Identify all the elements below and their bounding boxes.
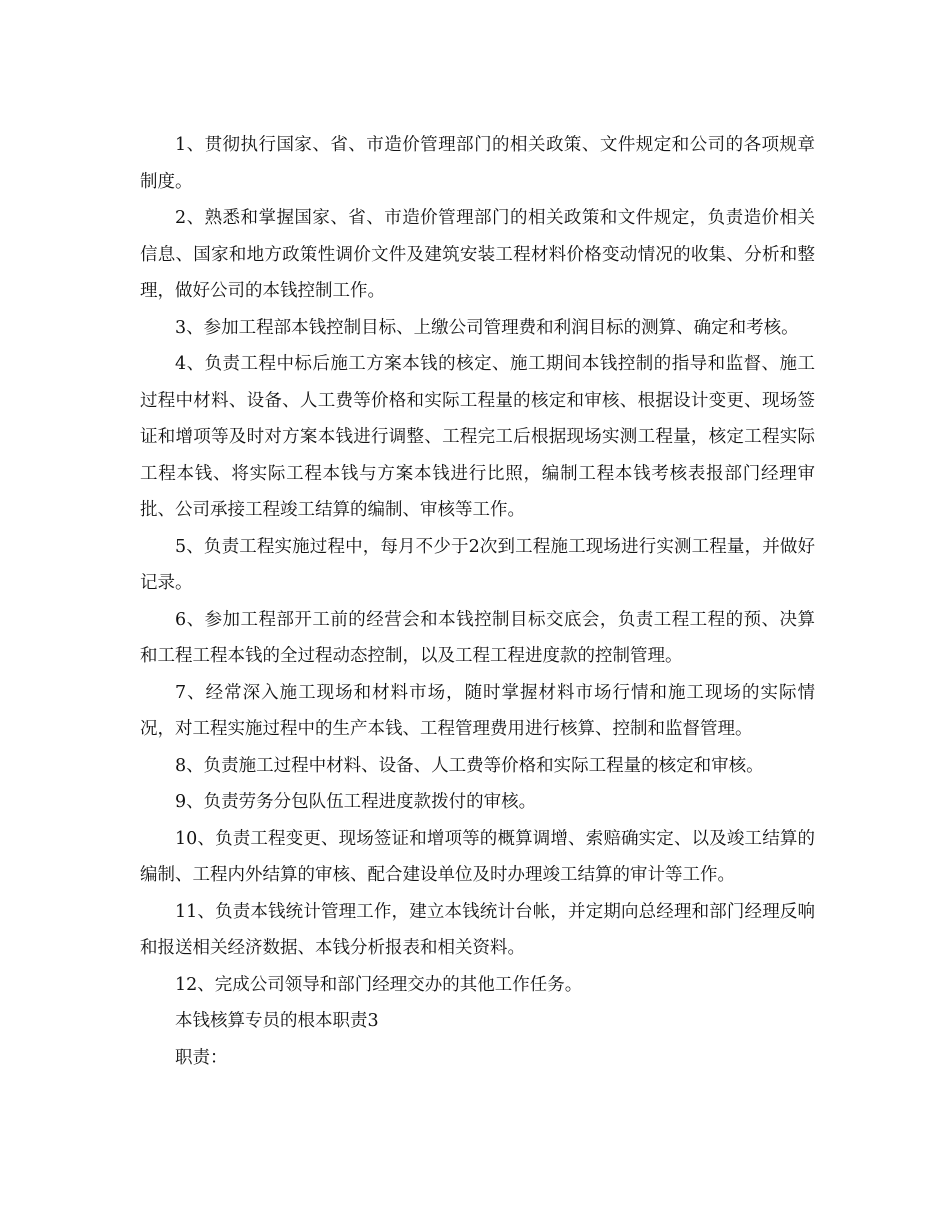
duty-item-2: 2、熟悉和掌握国家、省、市造价管理部门的相关政策和文件规定，负责造价相关信息、国家和地方政策性调价文件及建筑安装工程材料价格变动情况的收集、分析和整理，做好公司的本钱控制工作。 [140, 208, 815, 301]
duty-item-1: 1、贯彻执行国家、省、市造价管理部门的相关政策、文件规定和公司的各项规章制度。 [140, 135, 815, 192]
duty-item-5: 5、负责工程实施过程中，每月不少于2次到工程施工现场进行实测工程量，并做好记录。 [140, 536, 815, 593]
document-body [140, 127, 815, 1076]
duty-item-3: 3、参加工程部本钱控制目标、上缴公司管理费和利润目标的测算、确定和考核。 [175, 317, 799, 338]
duty-item-12: 12、完成公司领导和部门经理交办的其他工作任务。 [175, 974, 583, 995]
duty-item-10: 10、负责工程变更、现场签证和增项等的概算调增、索赔确实定、以及竣工结算的编制、工程内外结算的审核、配合建设单位及时办理竣工结算的审计等工作。 [140, 828, 815, 885]
duty-item-6: 6、参加工程部开工前的经营会和本钱控制目标交底会，负责工程工程的预、决算和工程工程本钱的全过程动态控制，以及工程工程进度款的控制管理。 [140, 609, 815, 666]
duty-item-9: 9、负责劳务分包队伍工程进度款拨付的审核。 [175, 792, 537, 812]
section-heading: 本钱核算专员的根本职责3 [175, 1011, 379, 1031]
duties-label: 职责： [175, 1047, 228, 1068]
duty-item-4: 4、负责工程中标后施工方案本钱的核定、施工期间本钱控制的指导和监督、施工过程中材料、设备、人工费等价格和实际工程量的核定和审核、根据设计变更、现场签证和增项等及时对方案本钱进行调整、工程完工后根据现场实测工程量，核定工程实际工程本钱、将实际工程本钱与方案本钱进行比照，编制工程本钱考核表报部门经理审批、公司承接工程竣工结算的编制、审核等工作。 [140, 354, 815, 520]
duty-item-8: 8、负责施工过程中材料、设备、人工费等价格和实际工程量的核定和审核。 [175, 755, 764, 776]
duty-item-11: 11、负责本钱统计管理工作，建立本钱统计台帐，并定期向总经理和部门经理反响和报送相关经济数据、本钱分析报表和相关资料。 [140, 901, 815, 958]
duty-item-7: 7、经常深入施工现场和材料市场，随时掌握材料市场行情和施工现场的实际情况，对工程实施过程中的生产本钱、工程管理费用进行核算、控制和监督管理。 [140, 682, 815, 739]
